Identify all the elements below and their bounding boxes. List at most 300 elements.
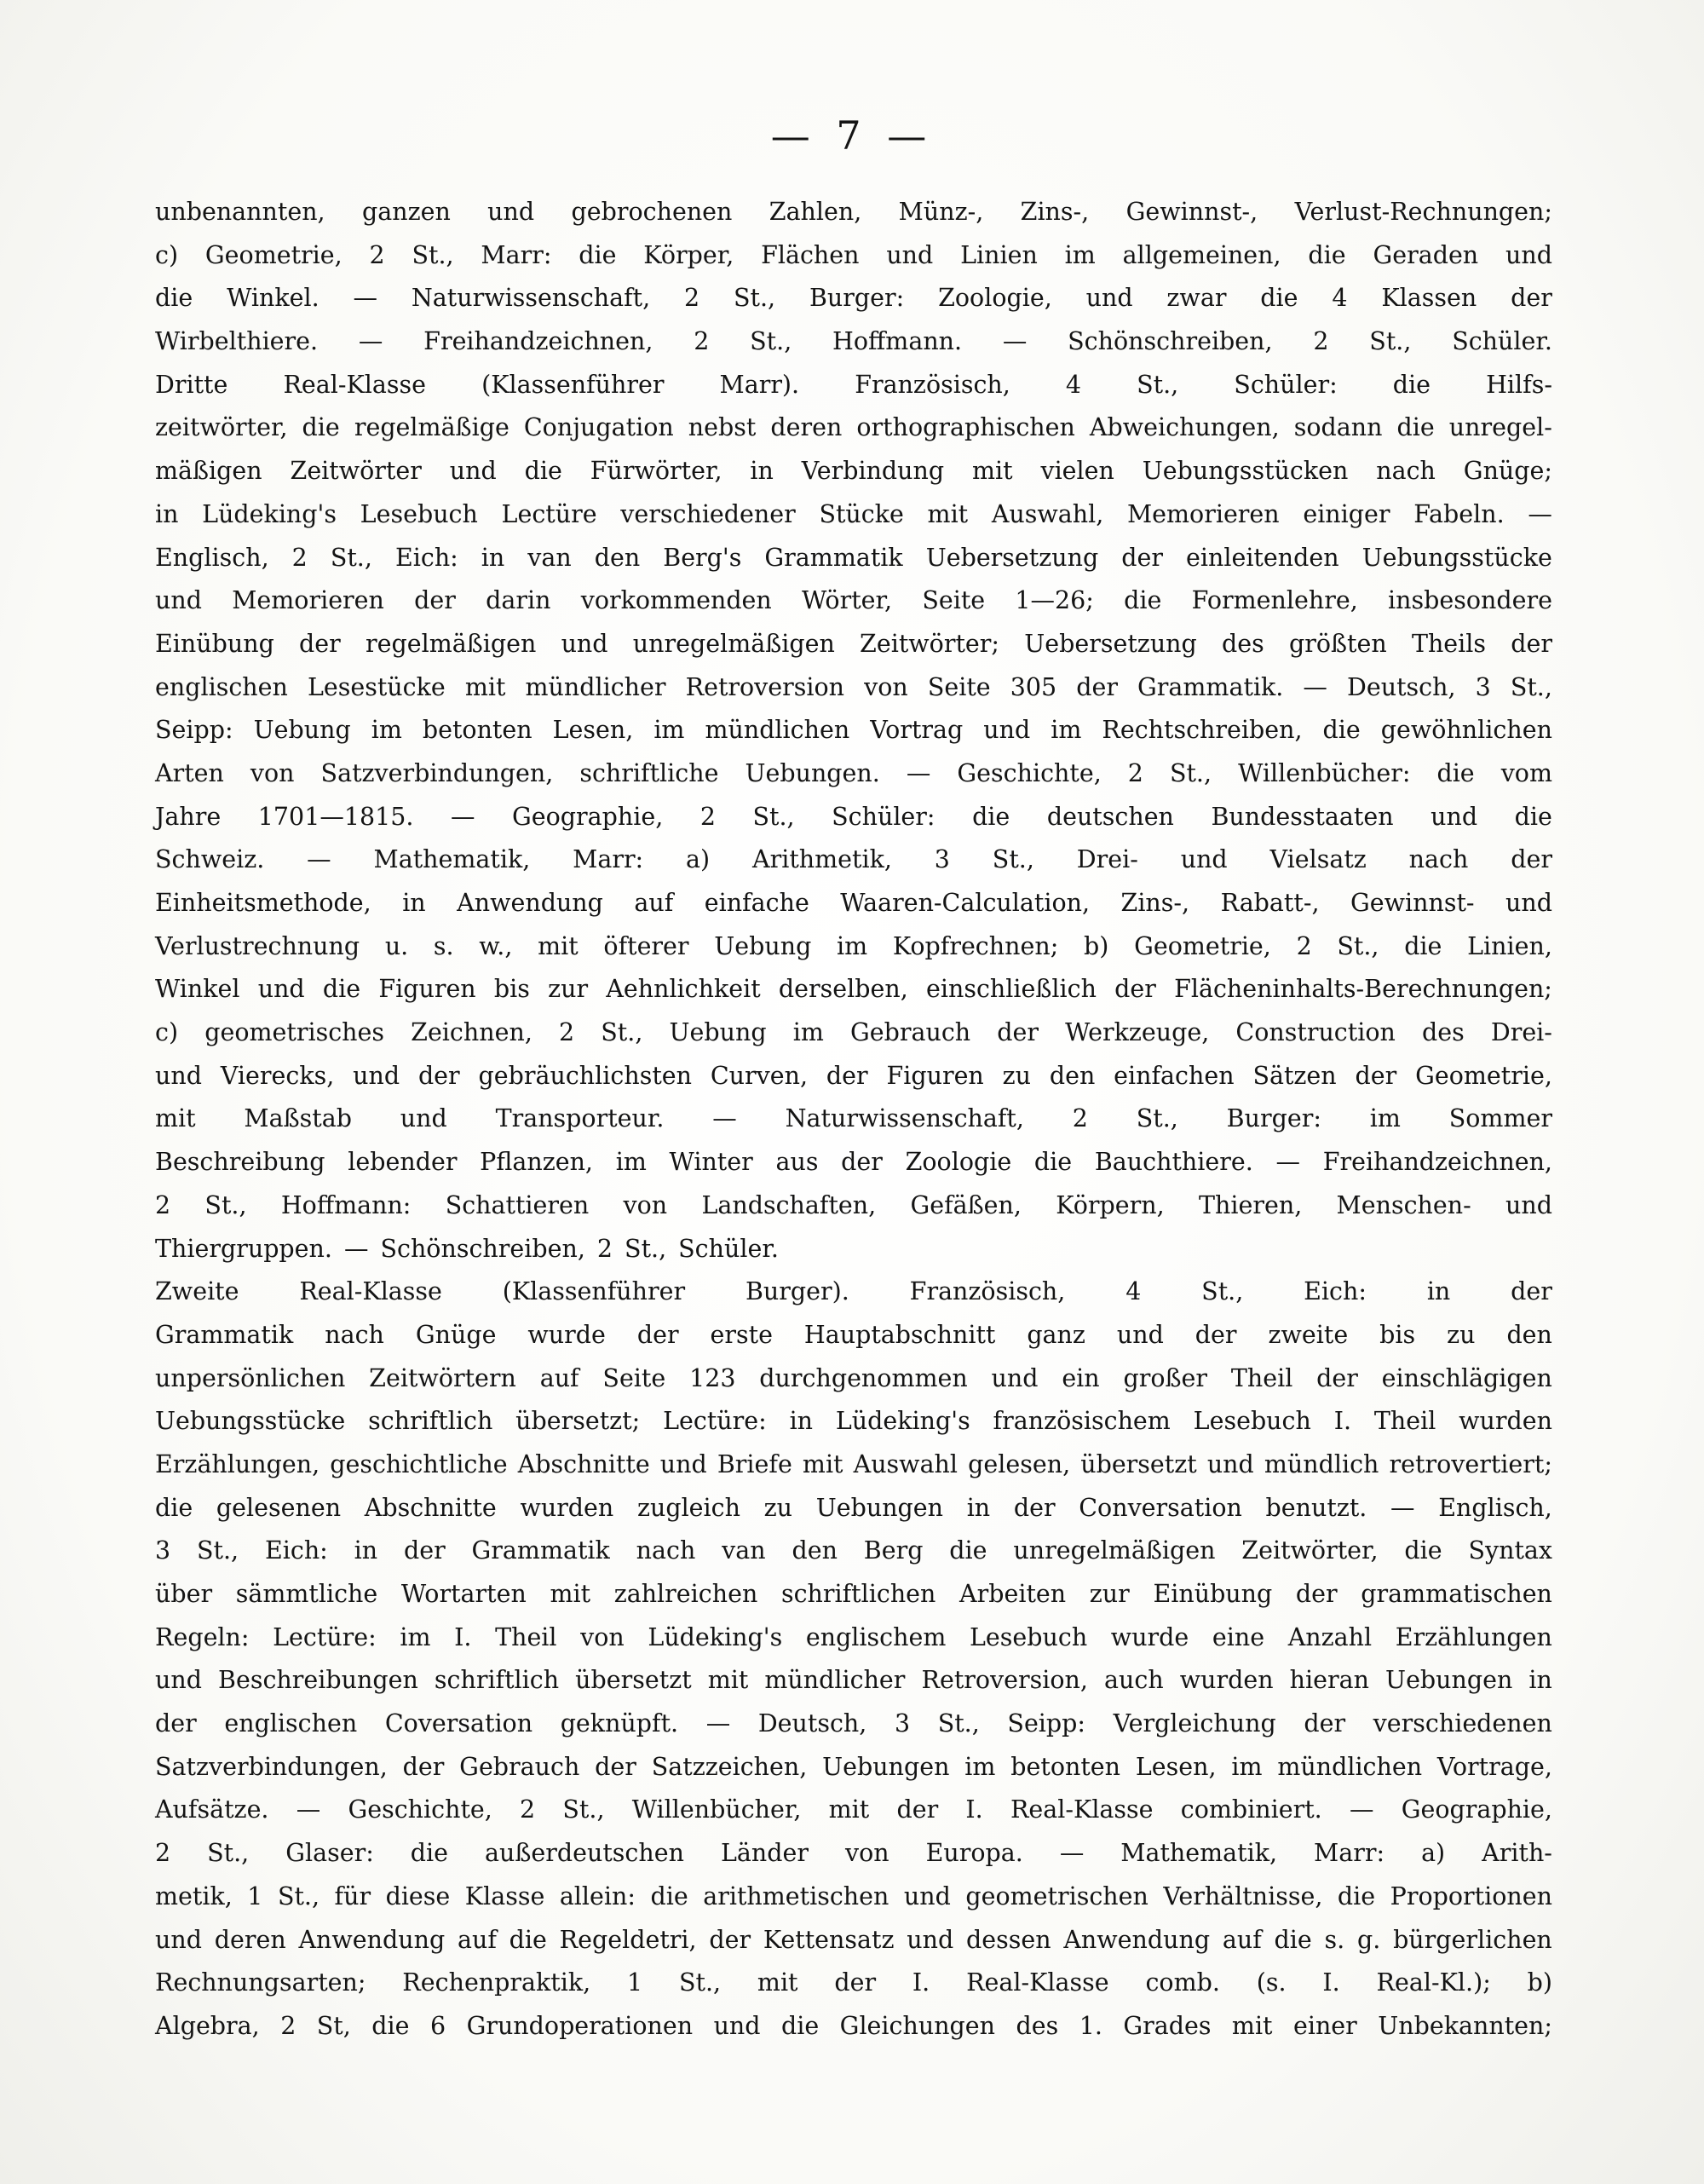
- word: mündlich: [1264, 1449, 1379, 1478]
- word: zugleich: [636, 1493, 740, 1522]
- word: Burger:: [1226, 1104, 1321, 1133]
- word: Eich:: [264, 1536, 328, 1565]
- word: Uebung: [714, 931, 812, 960]
- word: Lüdeking's: [835, 1407, 970, 1436]
- word: der: [1316, 1363, 1358, 1392]
- word: mäßigen: [155, 457, 262, 486]
- word: Zeichnen,: [411, 1018, 532, 1047]
- word: Figuren: [378, 975, 476, 1004]
- text-line: [155, 716, 1552, 759]
- word: und: [991, 1363, 1039, 1392]
- word: der: [403, 1536, 446, 1565]
- word: Vergleichung: [1113, 1709, 1276, 1738]
- word: I.: [1333, 1407, 1352, 1436]
- word: Schüler:: [1234, 370, 1338, 399]
- word: Verbindung: [801, 457, 945, 486]
- word: a): [1421, 1839, 1446, 1868]
- word: Deutsch,: [1347, 672, 1456, 701]
- word: nach: [1376, 457, 1436, 486]
- word: ein: [1062, 1363, 1100, 1392]
- word: 2: [699, 802, 716, 831]
- text-line: [155, 1709, 1552, 1753]
- word: im: [653, 716, 685, 745]
- word: der: [1304, 1709, 1346, 1738]
- text-line: [155, 1580, 1552, 1623]
- word: zweite: [1268, 1320, 1349, 1349]
- word: französischem: [993, 1407, 1171, 1436]
- word: die: [1392, 370, 1431, 399]
- word: 2: [596, 1234, 613, 1263]
- text-line: [155, 1839, 1552, 1882]
- word: 2: [559, 1018, 575, 1047]
- word: 2: [520, 1795, 536, 1824]
- word: der: [402, 1752, 445, 1781]
- word: Verhältnisse,: [1163, 1881, 1323, 1910]
- word: die: [1033, 1148, 1073, 1177]
- word: Naturwissenschaft,: [785, 1104, 1024, 1133]
- word: Beschreibung: [155, 1148, 325, 1177]
- word: die: [1308, 240, 1346, 269]
- word: nach: [325, 1320, 384, 1349]
- word: 2: [1296, 931, 1312, 960]
- word: gebrochenen: [571, 198, 733, 226]
- word: und: [1431, 802, 1478, 831]
- word: St.,: [601, 1018, 643, 1047]
- text-line: [155, 371, 1552, 414]
- word: Berg's: [663, 543, 742, 572]
- word: nebst: [688, 413, 757, 442]
- word: der: [709, 1925, 751, 1954]
- word: Vierecks,: [220, 1061, 335, 1090]
- word: 2: [1072, 1104, 1088, 1133]
- word: den: [792, 1536, 838, 1565]
- word: deutschen: [1046, 802, 1174, 831]
- word: St.,: [1510, 672, 1552, 701]
- word: Eich:: [394, 543, 458, 572]
- word: Flächen: [761, 240, 860, 269]
- word: Geometrie,: [1134, 931, 1271, 960]
- word: Lesestücke: [307, 672, 446, 701]
- text-line: [155, 803, 1552, 846]
- word: gewöhnlichen: [1380, 716, 1552, 745]
- word: schriftlichen: [780, 1580, 936, 1608]
- word: und: [1206, 1449, 1254, 1478]
- word: Einübung: [155, 629, 274, 658]
- word: übersetzt;: [515, 1407, 641, 1436]
- word: Gefäßen,: [910, 1190, 1022, 1219]
- word: Arbeiten: [959, 1580, 1067, 1608]
- word: der: [826, 1061, 868, 1090]
- word: —: [1349, 1795, 1374, 1824]
- word: Thiergruppen.: [155, 1234, 332, 1263]
- word: Zins-,: [1020, 198, 1090, 226]
- word: und: [155, 586, 202, 615]
- word: Burger).: [745, 1277, 849, 1306]
- word: der: [636, 1320, 679, 1349]
- word: mündlichen: [1277, 1752, 1423, 1781]
- text-line: [155, 1968, 1552, 2012]
- word: und: [561, 629, 608, 658]
- word: die: [410, 1839, 449, 1868]
- word: Uebungsstücke: [155, 1407, 346, 1436]
- word: aus: [775, 1148, 819, 1177]
- word: der: [841, 1148, 883, 1177]
- word: St.,: [1201, 1277, 1244, 1306]
- word: Klasse: [464, 1881, 545, 1910]
- word: mit: [155, 1104, 196, 1133]
- word: übersetzt: [575, 1666, 692, 1695]
- word: Seite: [922, 586, 986, 615]
- word: und: [1505, 1190, 1552, 1219]
- word: St.,: [678, 1968, 722, 1997]
- word: Drei-: [1076, 845, 1138, 874]
- text-line: [155, 284, 1552, 327]
- word: der: [1013, 1493, 1056, 1522]
- word: s.: [1324, 1925, 1345, 1954]
- word: unpersönlichen: [155, 1363, 346, 1392]
- word: Verlustrechnung: [155, 931, 360, 960]
- word: für: [334, 1881, 371, 1910]
- text-line: [155, 1104, 1552, 1148]
- word: Zoologie: [905, 1148, 1012, 1177]
- word: in: [966, 1493, 991, 1522]
- word: St.,: [750, 327, 792, 356]
- word: insbesondere: [1388, 586, 1552, 615]
- word: (s.: [1256, 1968, 1287, 1997]
- word: der: [1114, 975, 1156, 1004]
- text-line: [155, 1148, 1552, 1191]
- word: —: [712, 1104, 737, 1133]
- word: Verlust-Rechnungen;: [1294, 198, 1552, 226]
- word: Gebrauch: [459, 1752, 580, 1781]
- text-line: [155, 1277, 1552, 1321]
- word: Zeitwörter: [290, 457, 422, 486]
- word: Burger:: [809, 284, 905, 313]
- word: im: [1369, 1104, 1401, 1133]
- word: die: [155, 284, 193, 313]
- word: darin: [486, 586, 551, 615]
- word: Marr:: [573, 845, 644, 874]
- word: Münz-,: [898, 198, 984, 226]
- word: und: [907, 1925, 954, 1954]
- word: Theil: [1230, 1363, 1293, 1392]
- word: —: [1528, 499, 1552, 528]
- word: Construction: [1235, 1018, 1396, 1047]
- word: —: [1390, 1493, 1415, 1522]
- word: und: [449, 457, 497, 486]
- word: zur: [548, 975, 589, 1004]
- text-line: [155, 1623, 1552, 1667]
- word: wurden: [1179, 1666, 1274, 1695]
- word: Uebungen: [815, 1493, 944, 1522]
- word: sämmtliche: [235, 1580, 378, 1608]
- word: Landschaften,: [701, 1190, 877, 1219]
- text-line: [155, 932, 1552, 976]
- word: die: [1436, 758, 1475, 787]
- word: der: [414, 586, 456, 615]
- word: in: [1528, 1666, 1552, 1695]
- word: Memorieren: [1126, 499, 1280, 528]
- word: Seite: [602, 1363, 666, 1392]
- word: Lesebuch: [969, 1622, 1088, 1651]
- word: St.,: [1337, 931, 1379, 960]
- word: Seipp:: [1007, 1709, 1086, 1738]
- word: von: [864, 672, 908, 701]
- word: eine: [1212, 1622, 1265, 1651]
- word: I.: [965, 1795, 983, 1824]
- text-line: [155, 759, 1552, 803]
- word: mit: [757, 1968, 798, 1997]
- word: Transporteur.: [495, 1104, 665, 1133]
- word: und: [886, 240, 934, 269]
- word: den: [1049, 1061, 1096, 1090]
- word: Lüdeking's: [202, 499, 337, 528]
- word: St.,: [330, 543, 372, 572]
- word: Schweiz.: [155, 845, 265, 874]
- text-line: [155, 1018, 1552, 1062]
- word: Berg: [863, 1536, 924, 1565]
- word: im: [1051, 716, 1082, 745]
- word: englischen: [224, 1709, 358, 1738]
- text-line: [155, 198, 1552, 241]
- word: nach: [1408, 845, 1469, 874]
- word: lebender: [348, 1148, 458, 1177]
- word: gelesen,: [968, 1449, 1071, 1478]
- word: einschlägigen: [1381, 1363, 1552, 1392]
- word: I.: [454, 1622, 472, 1651]
- word: öfterer: [603, 931, 689, 960]
- text-line: [155, 1364, 1552, 1408]
- word: und: [1085, 284, 1133, 313]
- word: Sätzen: [1252, 1061, 1337, 1090]
- word: Kopfrechnen;: [892, 931, 1059, 960]
- word: St.,: [207, 1839, 250, 1868]
- word: Zoologie,: [938, 284, 1052, 313]
- word: in: [481, 543, 505, 572]
- word: 4: [1125, 1277, 1142, 1306]
- word: zahlreichen: [613, 1580, 758, 1608]
- text-line: [155, 1407, 1552, 1450]
- word: des: [1222, 629, 1264, 658]
- word: auf: [458, 1925, 497, 1954]
- word: der: [595, 1752, 636, 1781]
- word: vom: [1500, 758, 1552, 787]
- word: Zeitwörter;: [860, 629, 1000, 658]
- word: Lesen,: [1135, 1752, 1217, 1781]
- word: Seite: [927, 672, 991, 701]
- text-line: [155, 1536, 1552, 1580]
- word: die: [780, 2011, 820, 2040]
- word: und: [713, 2011, 761, 2040]
- word: 1—26;: [1015, 586, 1094, 615]
- word: Grundoperationen: [466, 2011, 694, 2040]
- word: von: [580, 1622, 625, 1651]
- word: Formenlehre,: [1191, 586, 1358, 615]
- word: und: [1180, 845, 1228, 874]
- word: der: [299, 629, 341, 658]
- word: von: [623, 1190, 668, 1219]
- word: 1: [627, 1968, 643, 1997]
- word: Kettensatz: [763, 1925, 895, 1954]
- word: Bauchthiere.: [1094, 1148, 1253, 1177]
- word: derselben,: [778, 975, 908, 1004]
- word: St.,: [562, 1795, 605, 1824]
- word: von: [250, 758, 295, 787]
- word: zu: [763, 1493, 793, 1522]
- word: Auswahl: [853, 1449, 958, 1478]
- word: regelmäßige: [354, 413, 509, 442]
- word: Rabatt-,: [1220, 889, 1320, 917]
- text-line: [155, 1753, 1552, 1796]
- word: —: [307, 845, 331, 874]
- word: Uebungen.: [745, 758, 880, 787]
- word: Conjugation: [523, 413, 674, 442]
- word: I.: [912, 1968, 930, 1997]
- word: die: [1404, 1536, 1442, 1565]
- word: der: [1076, 672, 1118, 701]
- word: Auswahl,: [991, 499, 1104, 528]
- text-line: [155, 975, 1552, 1018]
- word: Regeldetri,: [559, 1925, 697, 1954]
- word: Lüdeking's: [648, 1622, 783, 1651]
- word: die: [371, 2011, 410, 2040]
- word: St.,: [1137, 370, 1179, 399]
- text-line: [155, 1450, 1552, 1494]
- word: in: [750, 457, 774, 486]
- word: Aehnlichkeit: [606, 975, 761, 1004]
- word: einfache: [704, 889, 809, 917]
- word: —: [296, 1795, 321, 1824]
- word: Schüler:: [832, 802, 935, 831]
- word: 1: [247, 1881, 263, 1910]
- word: erste: [710, 1320, 773, 1349]
- word: Abschnitte: [364, 1493, 497, 1522]
- word: Hilfs-: [1486, 370, 1552, 399]
- word: Grades: [1123, 2011, 1212, 2040]
- word: allein:: [559, 1881, 636, 1910]
- word: den: [1506, 1320, 1552, 1349]
- word: mündlichen: [705, 716, 850, 745]
- word: verschiedenen: [1373, 1709, 1552, 1738]
- word: Arithmetik,: [752, 845, 892, 874]
- word: unregelmäßigen: [632, 629, 835, 658]
- text-line: [155, 1795, 1552, 1839]
- text-line: [155, 500, 1552, 544]
- word: Rechnungsarten;: [155, 1968, 366, 1997]
- word: mit: [707, 1666, 749, 1695]
- word: Länder: [720, 1839, 809, 1868]
- word: Syntax: [1468, 1536, 1552, 1565]
- word: Hoffmann.: [832, 327, 963, 356]
- word: englischen: [155, 672, 288, 701]
- word: Gnüge;: [1463, 457, 1552, 486]
- word: schriftlich: [434, 1666, 560, 1695]
- word: benutzt.: [1265, 1493, 1367, 1522]
- word: die: [1404, 931, 1442, 960]
- word: mündlicher: [525, 672, 666, 701]
- word: Marr:: [481, 240, 552, 269]
- word: w.,: [479, 931, 513, 960]
- word: —: [1059, 1839, 1085, 1868]
- word: Einheitsmethode,: [155, 889, 371, 917]
- word: der: [1511, 845, 1552, 874]
- word: mit: [1231, 2011, 1273, 2040]
- word: die: [509, 1925, 547, 1954]
- word: Retroversion: [685, 672, 845, 701]
- word: von: [844, 1839, 889, 1868]
- word: 1701—1815.: [257, 802, 414, 831]
- word: Regeln:: [155, 1622, 250, 1651]
- word: des: [1016, 2011, 1059, 2040]
- word: 3: [894, 1709, 911, 1738]
- word: St.,: [1369, 327, 1412, 356]
- word: die: [949, 1536, 987, 1565]
- word: sodann: [1293, 413, 1383, 442]
- word: der: [834, 1968, 877, 1997]
- word: gelesenen: [216, 1493, 342, 1522]
- word: Abschnitte: [517, 1449, 650, 1478]
- text-line: [155, 457, 1552, 500]
- word: Geschichte,: [348, 1795, 492, 1824]
- word: Gewinnst-,: [1125, 198, 1258, 226]
- text-line: [155, 845, 1552, 889]
- word: Gnüge: [415, 1320, 497, 1349]
- word: 6: [429, 2011, 446, 2040]
- text-line: [155, 586, 1552, 630]
- word: im: [964, 1752, 996, 1781]
- word: auf: [634, 889, 674, 917]
- word: Uebungen: [1385, 1666, 1513, 1695]
- word: Bundesstaaten: [1211, 802, 1394, 831]
- word: Maßstab: [244, 1104, 352, 1133]
- word: s.: [433, 931, 454, 960]
- word: Stücke: [819, 499, 904, 528]
- word: Anwendung: [298, 1925, 446, 1954]
- word: über: [155, 1580, 213, 1608]
- text-line: [155, 1062, 1552, 1105]
- word: St.,: [196, 1536, 239, 1565]
- word: regelmäßigen: [366, 629, 537, 658]
- word: c): [155, 1018, 179, 1047]
- word: Geometrie,: [1415, 1061, 1552, 1090]
- word: Grammatik: [155, 1320, 294, 1349]
- word: —: [1002, 327, 1028, 356]
- word: Satzverbindungen,: [320, 758, 554, 787]
- word: die: [1124, 586, 1162, 615]
- word: Wortarten: [400, 1580, 527, 1608]
- word: im: [615, 1148, 647, 1177]
- word: Real-Kl.);: [1376, 1968, 1491, 1997]
- word: Menschen-: [1336, 1190, 1471, 1219]
- word: mit: [538, 931, 579, 960]
- word: 2: [1127, 758, 1143, 787]
- word: 2: [694, 327, 710, 356]
- word: —: [1275, 1148, 1301, 1177]
- word: wurden: [520, 1493, 614, 1522]
- word: mit: [828, 1795, 870, 1824]
- text-line: [155, 673, 1552, 717]
- word: Grammatik: [764, 543, 903, 572]
- word: c): [155, 240, 179, 269]
- word: wurde: [1110, 1622, 1189, 1651]
- word: Flächeninhalts-Berechnungen;: [1174, 975, 1552, 1004]
- word: Uebersetzung: [1024, 629, 1197, 658]
- word: unregel-: [1448, 413, 1552, 442]
- text-line: [155, 1666, 1552, 1709]
- text-line: [155, 1235, 1552, 1278]
- word: Sommer: [1448, 1104, 1552, 1133]
- word: und: [659, 1449, 707, 1478]
